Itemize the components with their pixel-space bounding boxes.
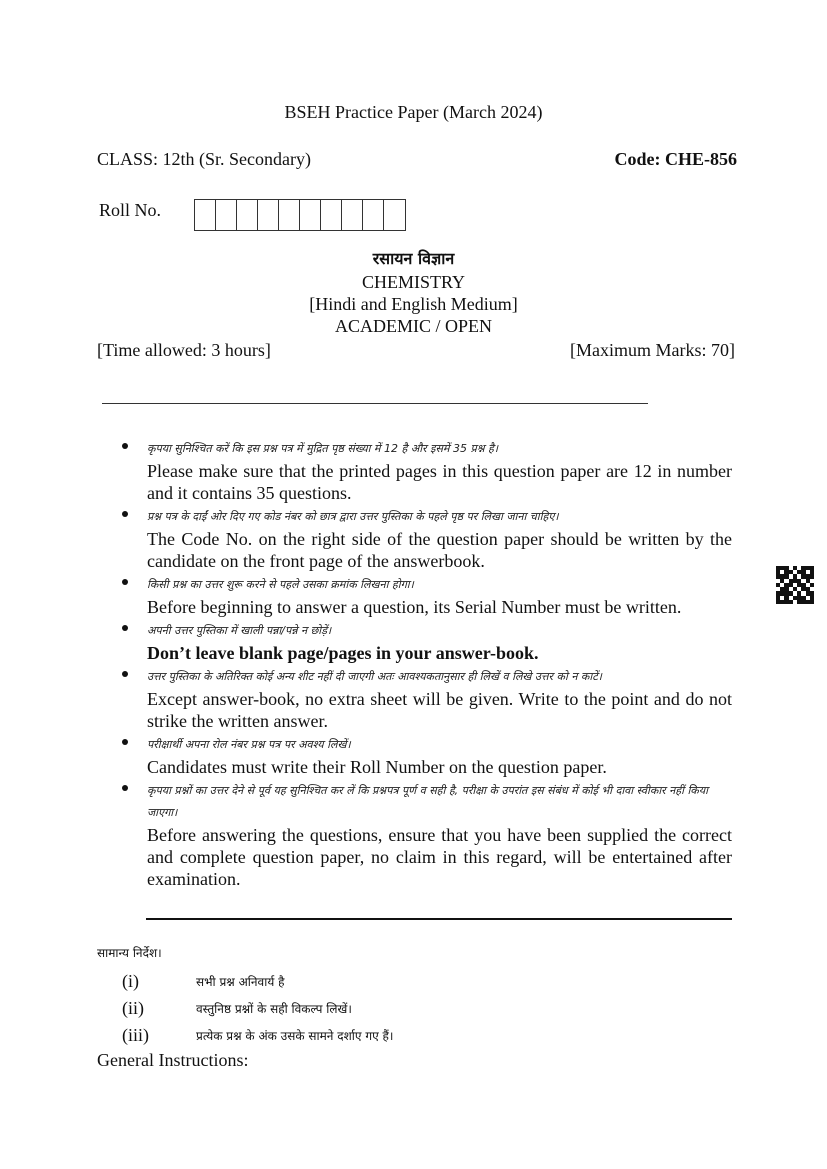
instruction-hindi: उत्तर पुस्तिका के अतिरिक्त कोई अन्य शीट नहीं दी जाएगी अतः आवश्यकतानुसार ही लिखें व लिखे उत्तर को न काटें। bbox=[147, 670, 602, 683]
general-instruction-text: सभी प्रश्न अनिवार्य है bbox=[196, 975, 285, 989]
subject-english: CHEMISTRY bbox=[361, 272, 466, 292]
header-divider bbox=[102, 403, 648, 404]
instruction-item bbox=[120, 620, 732, 664]
instruction-hindi: प्रश्न पत्र के दाईं ओर दिए गए कोड नंबर को छात्र द्वारा उत्तर पुस्तिका के पहले पृष्ठ पर लिखा जाना चाहिए। bbox=[147, 510, 559, 523]
roll-number-box[interactable] bbox=[384, 200, 405, 230]
instruction-item bbox=[120, 780, 732, 890]
roll-number-boxes[interactable] bbox=[194, 199, 406, 231]
roll-number-box[interactable] bbox=[279, 200, 300, 230]
medium-label: [Hindi and English Medium] bbox=[309, 294, 518, 314]
instruction-english: Before beginning to answer a question, its Serial Number must be written. bbox=[147, 597, 682, 617]
instruction-english: The Code No. on the right side of the question paper should be written by the candidate on the front page of the answerbook. bbox=[147, 529, 732, 571]
instruction-english: Before answering the questions, ensure that you have been supplied the correct and complete question paper, no claim in this regard, will be entertained after examination. bbox=[147, 825, 732, 889]
roll-number-box[interactable] bbox=[237, 200, 258, 230]
general-instruction-row bbox=[122, 1022, 393, 1049]
roll-number-box[interactable] bbox=[342, 200, 363, 230]
general-instruction-row bbox=[122, 995, 393, 1022]
instruction-hindi: अपनी उत्तर पुस्तिका में खाली पन्ना/पन्ने न छोड़ें। bbox=[147, 624, 332, 637]
instruction-item bbox=[120, 574, 732, 618]
roll-number-label: Roll No. bbox=[99, 200, 162, 220]
class-label: CLASS: 12th (Sr. Secondary) bbox=[97, 149, 311, 169]
paper-title: BSEH Practice Paper (March 2024) bbox=[284, 102, 543, 122]
instruction-english: Please make sure that the printed pages in this question paper are 12 in number and it contains 35 questions. bbox=[147, 461, 732, 503]
general-instruction-row bbox=[122, 968, 393, 995]
mode-label: ACADEMIC / OPEN bbox=[334, 316, 492, 336]
roll-number-box[interactable] bbox=[195, 200, 216, 230]
general-instruction-text: वस्तुनिष्ठ प्रश्नों के सही विकल्प लिखें। bbox=[196, 1002, 352, 1016]
general-instructions-hindi-heading: सामान्य निर्देश। bbox=[97, 946, 162, 960]
instruction-english: Except answer-book, no extra sheet will be given. Write to the point and do not strike the written answer. bbox=[147, 689, 732, 731]
instruction-item bbox=[120, 506, 732, 572]
time-allowed: [Time allowed: 3 hours] bbox=[97, 340, 271, 360]
roll-number-box[interactable] bbox=[321, 200, 342, 230]
bullet-icon bbox=[122, 671, 128, 677]
bullet-icon bbox=[122, 739, 128, 745]
instruction-hindi: कृपया सुनिश्चित करें कि इस प्रश्न पत्र में मुद्रित पृष्ठ संख्या में 12 है और इसमें 35 प्रश्न है। bbox=[147, 442, 499, 455]
qr-code-icon bbox=[776, 566, 814, 604]
instruction-hindi: कृपया प्रश्नों का उत्तर देने से पूर्व यह सुनिश्चित कर लें कि प्रश्नपत्र पूर्ण व सही है, परीक्षा के उपरांत इस संबंध में कोई भी दावा स्वीकार नहीं किया जाएगा। bbox=[147, 784, 708, 819]
bullet-icon bbox=[122, 579, 128, 585]
bullet-icon bbox=[122, 443, 128, 449]
general-instructions-heading: General Instructions: bbox=[97, 1050, 249, 1070]
general-instruction-number: (i) bbox=[122, 971, 139, 991]
maximum-marks: [Maximum Marks: 70] bbox=[570, 340, 735, 360]
roll-number-box[interactable] bbox=[258, 200, 279, 230]
paper-code: Code: CHE-856 bbox=[614, 149, 737, 169]
general-instruction-number: (ii) bbox=[122, 998, 144, 1018]
instruction-item bbox=[120, 438, 732, 504]
roll-number-box[interactable] bbox=[216, 200, 237, 230]
roll-number-box[interactable] bbox=[363, 200, 384, 230]
bullet-icon bbox=[122, 511, 128, 517]
instructions-list bbox=[120, 438, 732, 892]
instruction-hindi: परीक्षार्थी अपना रोल नंबर प्रश्न पत्र पर अवश्य लिखें। bbox=[147, 738, 351, 751]
bullet-icon bbox=[122, 625, 128, 631]
instruction-english: Don’t leave blank page/pages in your answer-book. bbox=[147, 643, 539, 663]
instruction-hindi: किसी प्रश्न का उत्तर शुरू करने से पहले उसका क्रमांक लिखना होगा। bbox=[147, 578, 414, 591]
instruction-english: Candidates must write their Roll Number on the question paper. bbox=[147, 757, 607, 777]
instructions-divider bbox=[146, 918, 732, 920]
instruction-item bbox=[120, 734, 732, 778]
subject-hindi: रसायन विज्ञान bbox=[372, 249, 455, 268]
general-instruction-number: (iii) bbox=[122, 1025, 149, 1045]
roll-number-box[interactable] bbox=[300, 200, 321, 230]
instruction-item bbox=[120, 666, 732, 732]
general-instructions-list bbox=[122, 968, 393, 1049]
general-instruction-text: प्रत्येक प्रश्न के अंक उसके सामने दर्शाए गए हैं। bbox=[196, 1029, 394, 1043]
bullet-icon bbox=[122, 785, 128, 791]
